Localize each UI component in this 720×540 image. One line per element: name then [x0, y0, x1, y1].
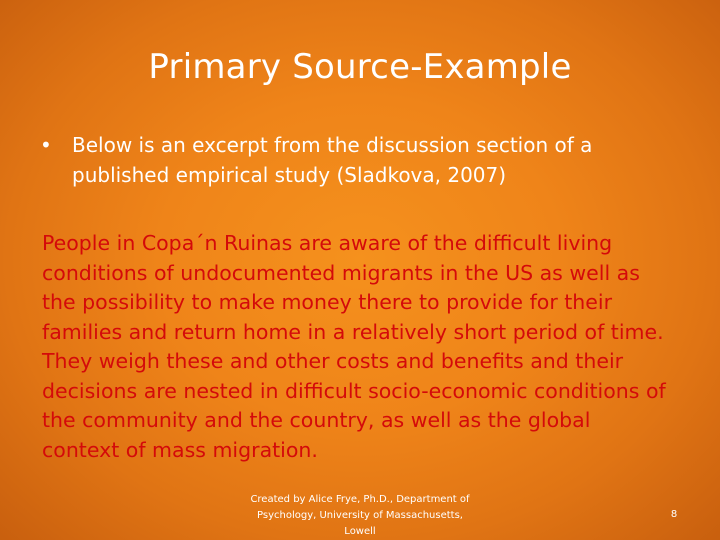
page-number: 8 [670, 509, 678, 520]
bullet-marker: • [40, 133, 52, 157]
excerpt-quote: People in Copa´n Ruinas are aware of the difficult living conditions of undocumented migrants in the US as well as the possibility to make money there to provide for their families and return home in a relatively short period of time. They weigh these and other costs and benefits and their decisions are nested in difficult socio-economic conditions of the community and the country, as well as the global context of mass migration. [42, 231, 666, 462]
slide-title: Primary Source-Example [148, 47, 572, 87]
footer-credit: Created by Alice Frye, Ph.D., Department of Psychology, University of Massachusetts, Lowell [250, 494, 470, 537]
bullet-text: Below is an excerpt from the discussion section of a published empirical study (Sladkova, 2007) [72, 133, 593, 187]
